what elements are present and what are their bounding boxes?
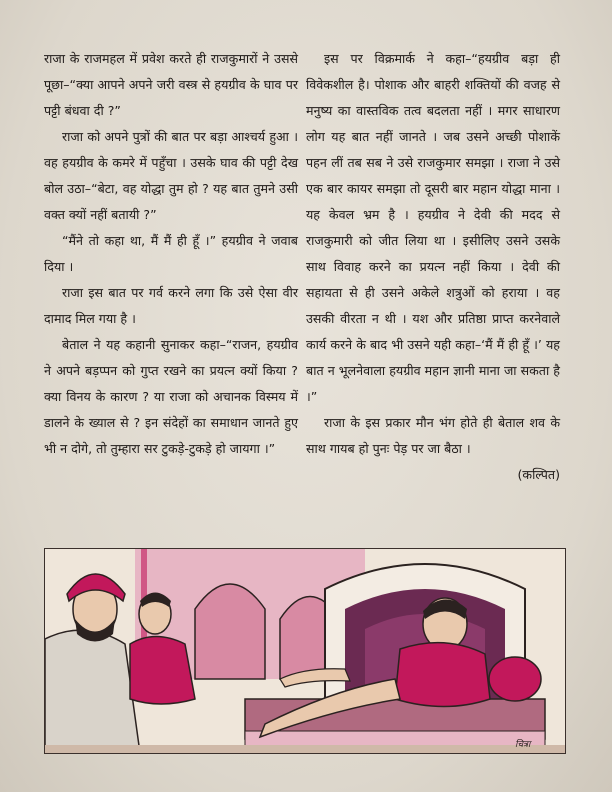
paragraph: राजा इस बात पर गर्व करने लगा कि उसे ऐसा वीर दामाद मिल गया है ।	[44, 285, 298, 326]
arched-window	[195, 584, 265, 679]
closing-paragraph	[306, 410, 560, 462]
paragraph: “मैंने तो कहा था, मैं मैं ही हूँ ।” हयग्रीव ने जवाब दिया ।	[44, 233, 298, 274]
story-illustration	[44, 548, 566, 754]
right-column	[306, 46, 560, 488]
fiction-tag: (कल्पित)	[517, 467, 560, 482]
paragraph: इस पर विक्रमार्क ने कहा–“हयग्रीव बड़ा ही विवेकशील है। पोशाक और बाहरी शक्तियों की वजह से मनुष्य का वास्तविक तत्व बदलता नहीं । मगर साधारण लोग यह बात नहीं जानते । जब उसने अच्छी पोशाकें पहन लीं तब सब ने उसे राजकुमार समझा । राजा ने उसे एक बार कायर समझा तो दूसरी बार महान योद्धा माना । यह केवल भ्रम है । हयग्रीव ने देवी की मदद से राजकुमारी को जीत लिया था । इसीलिए उसने उसके साथ विवाह करने का प्रयत्न नहीं किया । देवी की सहायता से ही उसने अकेले शत्रुओं को हराया । वह उसकी वीरता न थी । यश और प्रतिष्ठा प्राप्त करनेवाले कार्य करने के बाद भी उसने यही कहा–‘मैं मैं ही हूँ ।’ यह बात न भूलनेवाला हयग्रीव महान ज्ञानी माना जा सकता है ।”	[306, 51, 560, 404]
king-body	[45, 630, 140, 753]
closing-row	[306, 462, 560, 488]
artist-signature: चित्रा	[515, 740, 531, 750]
pillow	[489, 657, 541, 701]
paragraph: राजा को अपने पुत्रों की बात पर बड़ा आश्चर्य हुआ । वह हयग्रीव के कमरे में पहुँचा । उसके घाव की पट्टी देख बोल उठा–“बेटा, वह योद्धा तुम हो ? यह बात तुमने उसी वक्त क्यों नहीं बतायी ?”	[44, 129, 298, 222]
paragraph: बेताल ने यह कहानी सुनाकर कहा–“राजन, हयग्रीव ने अपने बड़प्पन को गुप्त रखने का प्रयत्न क्यों किया ? क्या विनय के कारण ? या राजा को अचानक विस्मय में डालने के ख्याल से ? इन संदेहों का समाधान जानते हुए भी न दोगे, तो तुम्हारा सर टुकड़े-टुकड़े हो जायगा ।”	[44, 337, 298, 456]
prince-body	[130, 637, 195, 705]
reclining-man-body	[395, 643, 490, 707]
paragraph: राजा के राजमहल में प्रवेश करते ही राजकुमारों ने उससे पूछा–“क्या आपने अपने जरी वस्त्र से हयग्रीव के घाव पर पट्टी बंधवा दी ?”	[44, 51, 298, 118]
left-column	[44, 46, 298, 462]
closing-text: राजा के इस प्रकार मौन भंग होते ही बेताल शव के साथ गायब हो पुनः पेड़ पर जा बैठा ।	[306, 415, 560, 456]
illustration-drawing	[45, 549, 565, 753]
